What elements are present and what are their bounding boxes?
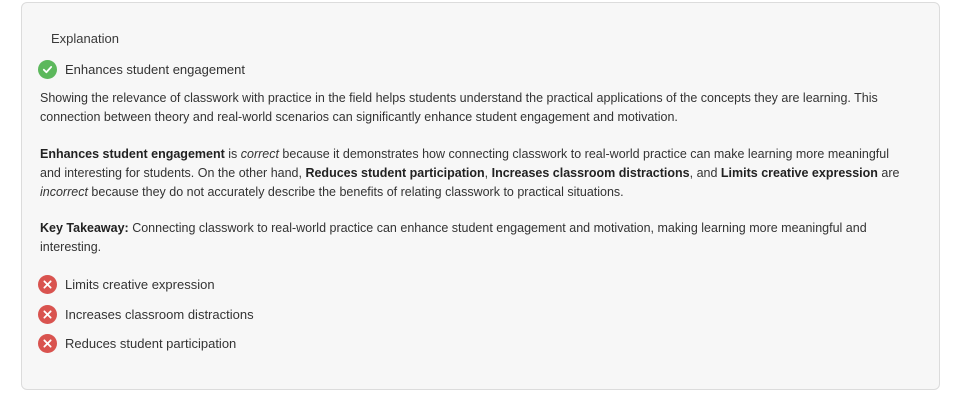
key-takeaway: [40, 219, 910, 257]
x-circle-icon: [38, 334, 57, 353]
incorrect-word: incorrect: [40, 185, 88, 199]
wrong-answer-name: Increases classroom distractions: [491, 166, 690, 180]
incorrect-option: [38, 305, 254, 324]
correct-option-label: Enhances student engagement: [65, 62, 245, 77]
explanation-summary: Showing the relevance of classwork with practice in the field helps students understand the practical applications of the concepts they are learning. This connection between theory and real-world scenarios can significantly enhance student engagement and motivation.: [40, 91, 878, 124]
incorrect-option: [38, 334, 236, 353]
correct-word: correct: [240, 147, 279, 161]
incorrect-option: [38, 275, 215, 294]
wrong-answer-name: Reduces student participation: [305, 166, 485, 180]
check-circle-icon: [38, 60, 57, 79]
x-circle-icon: [38, 305, 57, 324]
explanation-card: [21, 2, 940, 390]
x-circle-icon: [38, 275, 57, 294]
key-takeaway-label: Key Takeaway:: [40, 221, 129, 235]
explanation-heading: Explanation: [51, 31, 119, 46]
correct-answer-name: Enhances student engagement: [40, 147, 225, 161]
wrong-answer-name: Limits creative expression: [720, 166, 878, 180]
incorrect-option-label: Limits creative expression: [65, 277, 215, 292]
explanation-reasoning: Enhances student engagement is correct because it demonstrates how connecting classwork to real-world practice can make learning more meaningful and interesting for students. On the other hand, Reduces student participation, Increases classroom distractions, and Limits creative expression are incorrect because they do not accurately describe the benefits of relating classwork to practical situations.: [40, 147, 900, 199]
incorrect-option-label: Increases classroom distractions: [65, 307, 254, 322]
key-takeaway-text: Connecting classwork to real-world practice can enhance student engagement and motivation, making learning more meaningful and interesting.: [40, 221, 867, 254]
correct-option: [38, 60, 245, 79]
incorrect-option-label: Reduces student participation: [65, 336, 237, 351]
